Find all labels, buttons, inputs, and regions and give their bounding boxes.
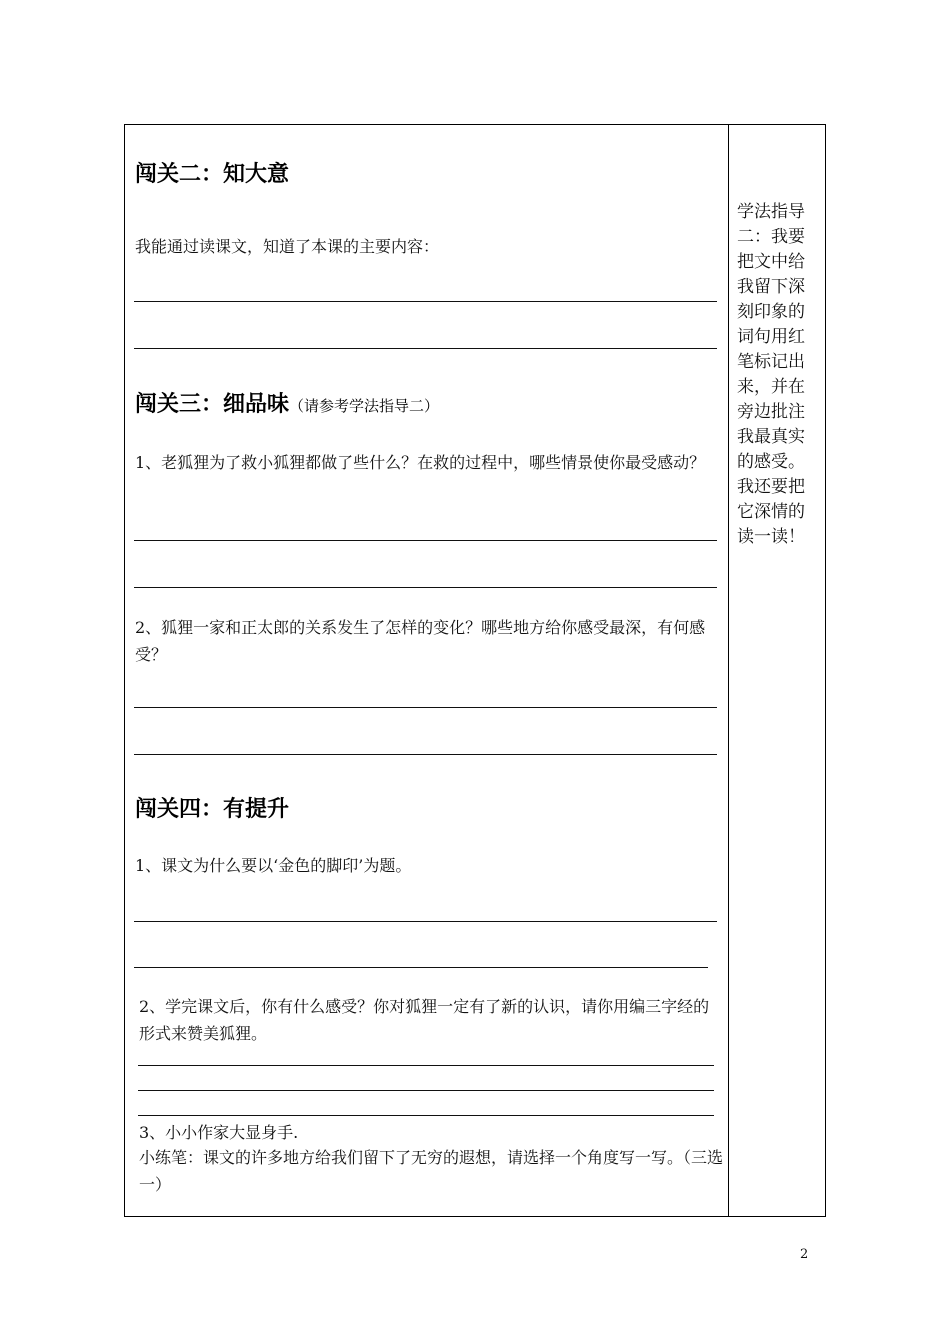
main-column	[125, 125, 728, 1216]
answer-line	[134, 348, 717, 349]
answer-line	[134, 587, 717, 588]
section4-heading: 闯关四：有提升	[135, 797, 290, 822]
answer-line	[134, 707, 717, 708]
section4-question-3-body: 小练笔：课文的许多地方给我们留下了无穷的遐想，请选择一个角度写一写。（三选一）	[139, 1148, 724, 1194]
worksheet-table	[124, 124, 826, 1217]
answer-line	[138, 1065, 714, 1066]
answer-line	[134, 754, 717, 755]
section3-question-1: 1、老狐狸为了救小狐狸都做了些什么？在救的过程中，哪些情景使你最受感动？	[135, 453, 706, 472]
answer-line	[134, 967, 708, 968]
section2-heading: 闯关二：知大意	[135, 162, 290, 187]
study-guide-text: 学法指导二：我要把文中给我留下深刻印象的词句用红笔标记出来，并在旁边批注我最真实的感受。我还要把它深情的读一读！	[737, 202, 805, 547]
answer-line	[134, 921, 717, 922]
guide-column	[729, 125, 825, 1216]
section3-heading: 闯关三：细品味（请参考学法指导二）	[135, 392, 440, 417]
section2-prompt: 我能通过读课文，知道了本课的主要内容：	[135, 237, 440, 256]
answer-line	[134, 540, 717, 541]
section3-note: （请参考学法指导二）	[289, 397, 440, 415]
answer-line	[134, 301, 717, 302]
section3-question-2: 2、狐狸一家和正太郎的关系发生了怎样的变化？哪些地方给你感受最深，有何感受？	[135, 618, 706, 664]
section4-question-3-title: 3、小小作家大显身手.	[139, 1123, 299, 1142]
page-number: 2	[800, 1247, 809, 1262]
answer-line	[138, 1115, 714, 1116]
section4-question-1: 1、课文为什么要以‘金色的脚印’为题。	[135, 856, 412, 875]
section4-question-2: 2、学完课文后，你有什么感受？你对狐狸一定有了新的认识，请你用编三字经的形式来赞美狐狸。	[139, 997, 710, 1043]
answer-line	[138, 1090, 714, 1091]
